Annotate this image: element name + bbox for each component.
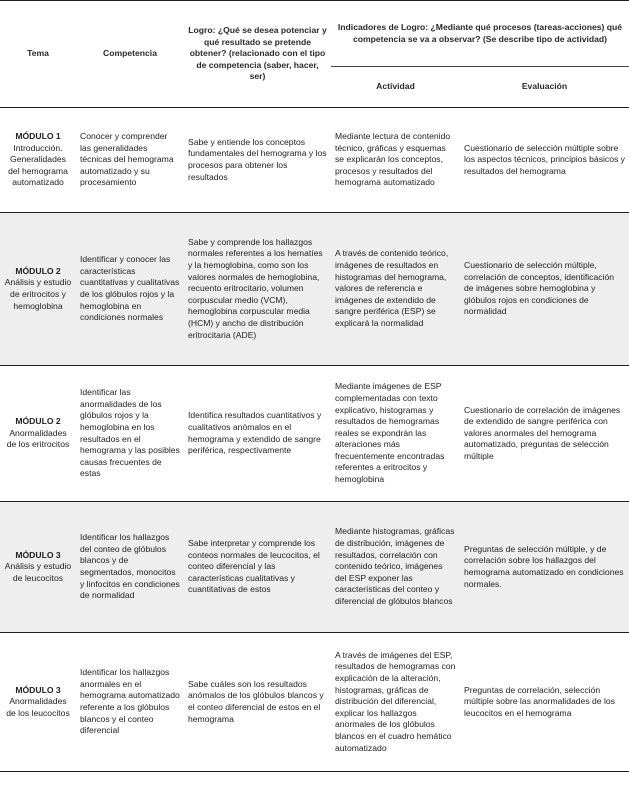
competencia-cell: Identificar las anormalidades de los glóbulos rojos y la hemoglobina en los resultados en el hemograma y las posibles causas frecuentes de estas [76, 366, 184, 502]
module-subtitle: Introducción. Generalidades del hemograma automatizado [8, 142, 68, 188]
table-row [0, 633, 629, 772]
actividad-cell: Mediante histogramas, gráficas de distribución, imágenes de resultados, correlación con contenido teórico, imágenes del ESP exponer las características del conteo y diferencial de glóbulos blancos [331, 502, 460, 633]
header-logro: Logro: ¿Qué se desea potenciar y qué resultado se pretende obtener? (relacionado con el tipo de competencia (saber, hacer, ser) [184, 1, 331, 108]
table-header [0, 1, 629, 108]
module-subtitle: Anormalidades de los leucocitos [6, 696, 70, 718]
evaluacion-cell: Cuestionario de selección múltiple, correlación de conceptos, identificación de imágenes sobre hemoglobina y glóbulos rojos en condiciones de normalidad [460, 213, 629, 366]
header-evaluacion: Evaluación [460, 67, 629, 108]
table-row [0, 213, 629, 366]
evaluacion-cell: Cuestionario de selección múltiple sobre los aspectos técnicos, principios básicos y resultados del hemograma [460, 108, 629, 213]
module-label: MÓDULO 2 [15, 265, 61, 276]
header-indicadores: Indicadores de Logro: ¿Mediante qué procesos (tareas-acciones) qué competencia se va a observar? (Se describe tipo de actividad) [331, 1, 629, 67]
tema-cell [0, 502, 76, 633]
tema-cell [0, 108, 76, 213]
header-tema: Tema [0, 1, 76, 108]
competencia-cell: Conocer y comprender las generalidades técnicas del hemograma automatizado y su procesamiento [76, 108, 184, 213]
evaluacion-cell: Preguntas de selección múltiple, y de correlación sobre los hallazgos del hemograma automatizado en condiciones normales. [460, 502, 629, 633]
logro-cell: Sabe cuáles son los resultados anómalos de los glóbulos blancos y el conteo diferencial de estos en el hemograma [184, 633, 331, 772]
competencia-cell: Identificar y conocer las características cuantitativas y cualitativas de los glóbulos rojos y la hemoglobina en condiciones normales [76, 213, 184, 366]
competencia-cell: Identificar los hallazgos anormales en el hemograma automatizado referente a los glóbulos blancos y el conteo diferencial [76, 633, 184, 772]
logro-cell: Sabe y comprende los hallazgos normales referentes a los hematíes y la hemoglobina, como son los valores normales de hemoglobina, recuento eritrocitario, volumen corpuscular medio (VCM), hemoglobina corpuscular media (HCM) y ancho de distribución eritrocitaria (ADE) [184, 213, 331, 366]
module-subtitle: Análisis y estudio de leucocitos [4, 561, 72, 583]
actividad-cell: Mediante imágenes de ESP complementadas con texto explicativo, histogramas y resultados de hemogramas reales se expondrán las alteraciones más frecuentemente encontradas referentes a eritrocitos y hemoglobina [331, 366, 460, 502]
table-body [0, 108, 629, 772]
actividad-cell: A través de contenido teórico, imágenes de resultados en histogramas del hemograma, valores de referencia e imágenes de extendido de sangre periférica (ESP) se explicará la normalidad [331, 213, 460, 366]
module-subtitle: Anormalidades de los eritrocitos [6, 427, 70, 450]
module-label: MÓDULO 3 [15, 549, 61, 560]
table-row [0, 502, 629, 633]
competencia-cell: Identificar los hallazgos del conteo de glóbulos blancos y de segmentados, monocitos y linfocitos en condiciones de normalidad [76, 502, 184, 633]
module-label: MÓDULO 1 [15, 131, 61, 142]
table-row [0, 108, 629, 213]
logro-cell: Identifica resultados cuantitativos y cualitativos anómalos en el hemograma y extendido de sangre periférica, respectivamente [184, 366, 331, 502]
header-actividad: Actividad [331, 67, 460, 108]
header-competencia: Competencia [76, 1, 184, 108]
module-label: MÓDULO 3 [15, 684, 61, 695]
tema-cell [0, 633, 76, 772]
table-row [0, 366, 629, 502]
logro-cell: Sabe y entiende los conceptos fundamentales del hemograma y los procesos para obtener los resultados [184, 108, 331, 213]
actividad-cell: Mediante lectura de contenido técnico, gráficas y esquemas se explicarán los conceptos, procesos y resultados del hemograma automatizado [331, 108, 460, 213]
evaluacion-cell: Cuestionario de correlación de imágenes de extendido de sangre periférica con valores anormales del hemograma automatizado, preguntas de selección múltiple [460, 366, 629, 502]
tema-cell [0, 366, 76, 502]
tema-cell [0, 213, 76, 366]
logro-cell: Sabe interpretar y comprende los conteos normales de leucocitos, el conteo diferencial y las características cualitativas y cuantitativas de estos [184, 502, 331, 633]
module-label: MÓDULO 2 [15, 416, 61, 427]
actividad-cell: A través de imágenes del ESP, resultados de hemogramas con explicación de la alteración, histogramas, gráficas de distribución del diferencial, explicar los hallazgos anormales de los glóbulos blancos en el cuadro hemático automatizado [331, 633, 460, 772]
module-subtitle: Análisis y estudio de eritrocitos y hemoglobina [4, 277, 72, 311]
evaluacion-cell: Preguntas de correlación, selección múltiple sobre las anormalidades de los leucocitos en el hemograma [460, 633, 629, 772]
